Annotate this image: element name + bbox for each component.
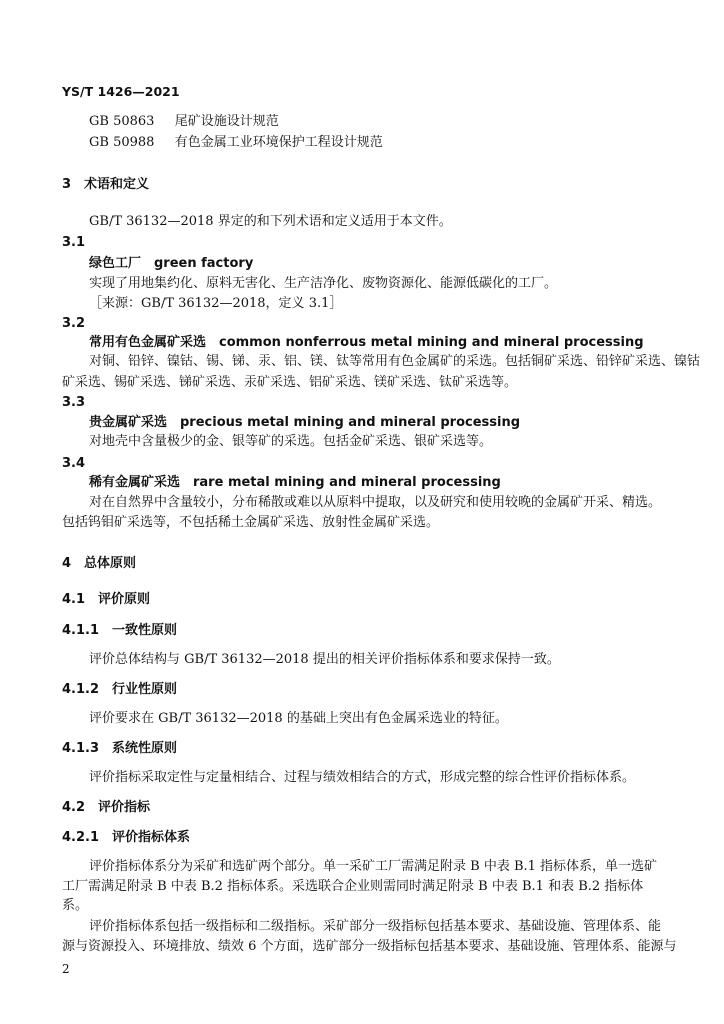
term-3-4-number: 3.4 [62, 456, 86, 471]
term-3-1-number: 3.1 [62, 235, 86, 250]
section-4-1-3-heading: 4.1.3 系统性原则 [62, 741, 178, 756]
reference-item [89, 134, 383, 152]
term-3-1-source: ［来源：GB/T 36132—2018，定义 3.1］ [89, 296, 343, 311]
page-number: 2 [62, 962, 70, 976]
section-4-1-1-heading: 4.1.1 一致性原则 [62, 623, 178, 638]
term-3-2-definition: 矿采选、锡矿采选、锑矿采选、汞矿采选、铝矿采选、镁矿采选、钛矿采选等。 [62, 375, 518, 390]
term-3-2-title: 常用有色金属矿采选 common nonferrous metal mining and mineral processing [89, 335, 644, 350]
section-4-1-2-text: 评价要求在 GB/T 36132—2018 的基础上突出有色金属采选业的特征。 [89, 711, 508, 726]
term-3-4-definition: 对在自然界中含量较小，分布稀散或难以从原料中提取，以及研究和使用较晚的金属矿开采、精选。 [89, 495, 662, 510]
paragraph-line: 评价指标体系分为采矿和选矿两个部分。单一采矿工厂需满足附录 B 中表 B.1 指标体系，单一选矿 [89, 859, 658, 874]
section-4-2-1-heading: 4.2.1 评价指标体系 [62, 830, 191, 845]
section-3-heading: 3 术语和定义 [62, 177, 150, 192]
document-id: YS/T 1426—2021 [62, 84, 180, 99]
term-3-4-title: 稀有金属矿采选 rare metal mining and mineral processing [89, 475, 501, 490]
section-4-1-2-heading: 4.1.2 行业性原则 [62, 682, 178, 697]
term-3-4-definition: 包括钨钼矿采选等，不包括稀土金属矿采选、放射性金属矿采选。 [62, 515, 440, 530]
section-4-heading: 4 总体原则 [62, 556, 137, 571]
section-3-intro: GB/T 36132—2018 界定的和下列术语和定义适用于本文件。 [89, 214, 452, 229]
term-3-2-definition: 对铜、铅锌、镍钴、锡、锑、汞、铝、镁、钛等常用有色金属矿的采选。包括铜矿采选、铅锌矿采选、镍钴 [89, 354, 701, 369]
section-4-2-heading: 4.2 评价指标 [62, 800, 151, 815]
paragraph-line: 工厂需满足附录 B 中表 B.2 指标体系。采选联合企业则需同时满足附录 B 中表 B.1 和表 B.2 指标体 [62, 879, 644, 894]
section-4-1-heading: 4.1 评价原则 [62, 592, 151, 607]
reference-code: GB 50988 [89, 135, 155, 150]
reference-code: GB 50863 [89, 114, 155, 129]
term-3-3-title: 贵金属矿采选 precious metal mining and mineral processing [89, 415, 521, 430]
reference-title: 有色金属工业环境保护工程设计规范 [174, 135, 383, 150]
term-3-2-number: 3.2 [62, 316, 86, 331]
section-4-1-3-text: 评价指标采取定性与定量相结合、过程与绩效相结合的方式，形成完整的综合性评价指标体系。 [89, 770, 636, 785]
term-3-1-definition: 实现了用地集约化、原料无害化、生产洁净化、废物资源化、能源低碳化的工厂。 [89, 276, 558, 291]
term-3-1-title: 绿色工厂 green factory [89, 256, 254, 271]
term-3-3-number: 3.3 [62, 395, 86, 410]
reference-item [89, 113, 279, 131]
paragraph-line: 系。 [62, 898, 89, 913]
paragraph-line: 源与资源投入、环境排放、绩效 6 个方面，选矿部分一级指标包括基本要求、基础设施、管理体系、能源与 [62, 939, 677, 954]
section-4-1-1-text: 评价总体结构与 GB/T 36132—2018 提出的相关评价指标体系和要求保持一致。 [89, 652, 560, 667]
reference-title: 尾矿设施设计规范 [174, 114, 279, 129]
paragraph-line: 评价指标体系包括一级指标和二级指标。采矿部分一级指标包括基本要求、基础设施、管理体系、能 [89, 919, 662, 934]
term-3-3-definition: 对地壳中含量极少的金、银等矿的采选。包括金矿采选、银矿采选等。 [89, 434, 493, 449]
